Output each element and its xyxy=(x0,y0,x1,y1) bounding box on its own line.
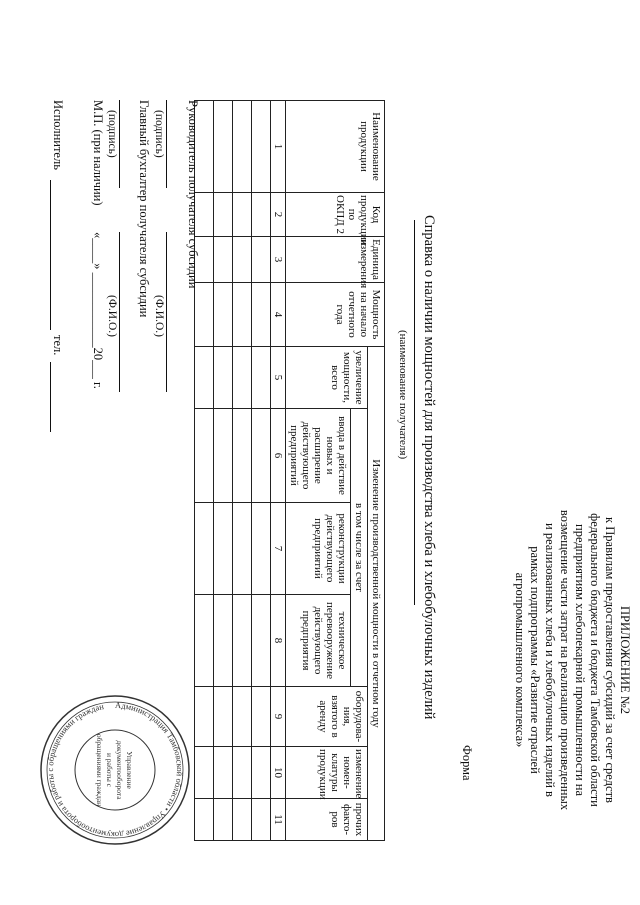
recipient-hint: (наименование получателя) xyxy=(397,330,409,460)
column-number: 3 xyxy=(271,237,286,283)
seal-label: М.П. (при наличии) xyxy=(91,100,105,206)
column-number: 6 xyxy=(271,409,286,503)
appendix-line: федерального бюджета и бюджета Тамбовской области xyxy=(588,513,602,807)
appendix-heading xyxy=(512,470,632,850)
svg-text:Администрация Тамбовской облас: Администрация Тамбовской области • Управление документооборота и работы с обращениями граждан xyxy=(44,699,186,841)
capacity-table xyxy=(194,100,385,841)
form-label: Форма xyxy=(460,745,474,781)
header-capacity-start: Мощность на начало отчетного года xyxy=(286,283,385,347)
accountant-sign-line xyxy=(119,100,120,188)
header-nomenclature-change: изменение номен-клатуры продукции xyxy=(286,747,368,799)
header-product-code: Код продукции по ОКПД 2 xyxy=(286,193,385,237)
header-reconstruction: реконструкции действующего предприятий xyxy=(286,503,351,595)
header-technical-reequipment: техническое перевооружение действующего предприятия xyxy=(286,595,351,687)
header-including-due-to: в том числе за счет xyxy=(351,409,368,687)
column-number: 11 xyxy=(271,799,286,841)
head-signature-label: Руководитель получателя субсидии xyxy=(186,100,200,289)
header-capacity-change-group: Изменение производственной мощности в отчетном году xyxy=(368,347,385,841)
column-number: 10 xyxy=(271,747,286,799)
header-other-factors: прочих факто-ров xyxy=(286,799,368,841)
column-number: 1 xyxy=(271,101,286,193)
svg-text:документооборота: документооборота xyxy=(115,740,124,800)
appendix-line: возмещение части затрат на реализацию произведенных xyxy=(558,509,572,811)
header-new-and-expansion: ввода в действие новых и расширение действующего предприятий xyxy=(286,409,351,503)
svg-text:и работы с: и работы с xyxy=(105,753,114,787)
head-fio-hint: (Ф.И.О.) xyxy=(153,295,165,337)
appendix-line: и реализованных хлеба и хлебобулочных изделий в xyxy=(543,523,557,797)
phone-line xyxy=(50,362,51,432)
column-number: 9 xyxy=(271,687,286,747)
table-row xyxy=(214,101,233,841)
column-number: 4 xyxy=(271,283,286,347)
official-stamp xyxy=(35,690,195,850)
column-number-row xyxy=(271,101,286,841)
head-fio-line xyxy=(166,232,167,392)
executor-line xyxy=(50,180,51,330)
column-number: 8 xyxy=(271,595,286,687)
header-leased-equipment: оборудова-ния, взятого в аренду xyxy=(286,687,368,747)
appendix-line: к Правилам предоставления субсидий за счет средств xyxy=(603,517,617,803)
document-title: Справка о наличии мощностей для производства хлеба и хлебобулочных изделий xyxy=(421,215,437,720)
header-increase-total: увеличение мощности, всего xyxy=(286,347,368,409)
svg-text:Управление: Управление xyxy=(125,751,134,789)
appendix-line: агропромышленного комплекса» xyxy=(513,572,527,748)
appendix-line: ПРИЛОЖЕНИЕ №2 xyxy=(618,605,632,715)
head-sign-hint: (подпись) xyxy=(153,110,165,158)
phone-label: тел. xyxy=(51,335,65,356)
column-number: 2 xyxy=(271,193,286,237)
recipient-name-line xyxy=(414,220,415,605)
table-row xyxy=(233,101,252,841)
head-sign-line xyxy=(166,100,167,188)
column-number: 5 xyxy=(271,347,286,409)
executor-label: Исполнитель xyxy=(51,100,65,170)
accountant-fio-line xyxy=(119,232,120,392)
date-field: «____» ____________20___ г. xyxy=(91,232,105,389)
appendix-line: рамках подпрограммы «Развитие отраслей xyxy=(528,546,542,774)
header-unit: Единица измерения xyxy=(286,237,385,283)
header-product-name: Наименование продукции xyxy=(286,101,385,193)
accountant-fio-hint: (Ф.И.О.) xyxy=(106,295,118,337)
column-number: 7 xyxy=(271,503,286,595)
accountant-signature-label: Главный бухгалтер получателя субсидии xyxy=(137,100,151,318)
table-row xyxy=(252,101,271,841)
accountant-sign-hint: (подпись) xyxy=(106,110,118,158)
svg-text:обращениями граждан: обращениями граждан xyxy=(95,733,104,807)
appendix-line: предприятиям хлебопекарной промышленности на xyxy=(573,524,587,796)
